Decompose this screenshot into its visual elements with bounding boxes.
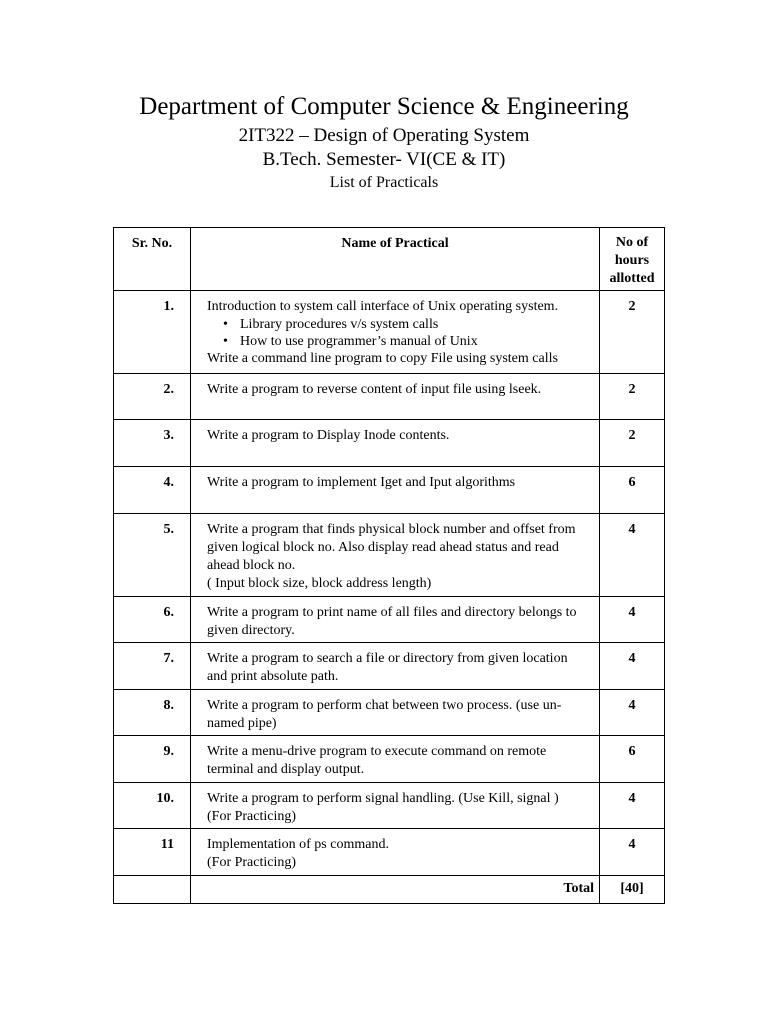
row-practical-name: Write a program to implement Iget and Iput algorithms — [191, 467, 600, 514]
header-hours-allotted — [600, 228, 665, 291]
row-sr: 3. — [114, 420, 191, 467]
table-row — [114, 420, 665, 467]
row-practical-name: Write a program to Display Inode contents. — [191, 420, 600, 467]
row-sr: 6. — [114, 597, 191, 643]
row-hours: 4 — [600, 643, 665, 690]
header-sr-no: Sr. No. — [114, 228, 191, 291]
row-outro: Write a command line program to copy File using system calls — [207, 351, 558, 366]
row-hours: 4 — [600, 829, 665, 876]
course-title: 2IT322 – Design of Operating System — [238, 125, 530, 146]
list-item: • How to use programmer’s manual of Unix — [240, 333, 589, 350]
row-sr: 4. — [114, 467, 191, 514]
row-practical-name: Write a program to reverse content of input file using lseek. — [191, 374, 600, 420]
row-hours: 4 — [600, 597, 665, 643]
row-intro: Introduction to system call interface of Unix operating system. — [207, 299, 559, 314]
semester-title: B.Tech. Semester- VI(CE & IT) — [262, 149, 506, 170]
row-description: Write a program to perform signal handling. (Use Kill, signal ) — [207, 791, 559, 806]
header-name-of-practical: Name of Practical — [191, 228, 600, 291]
row-sr: 9. — [114, 736, 191, 783]
row-hours: 6 — [600, 467, 665, 514]
table-row — [114, 783, 665, 829]
table-row — [114, 514, 665, 597]
row-practical-name: Write a program to perform chat between two process. (use un-named pipe) — [191, 690, 600, 736]
list-item: • Library procedures v/s system calls — [240, 316, 589, 333]
table-row — [114, 736, 665, 783]
row-note: ( Input block size, block address length) — [207, 576, 432, 591]
row-hours: 4 — [600, 783, 665, 829]
row-description: Implementation of ps command. — [207, 837, 389, 852]
header-hours-line3: allotted — [609, 271, 655, 286]
table-row — [114, 690, 665, 736]
practicals-table — [113, 227, 665, 904]
total-label: Total — [191, 876, 600, 904]
row-sr: 1. — [114, 291, 191, 374]
row-hours: 2 — [600, 291, 665, 374]
table-row — [114, 467, 665, 514]
header-hours-line1: No of — [615, 235, 649, 250]
row-hours: 2 — [600, 420, 665, 467]
document-header — [0, 92, 768, 193]
row-practical-name: Write a program to search a file or directory from given location and print absolute path. — [191, 643, 600, 690]
row-hours: 2 — [600, 374, 665, 420]
row-sr: 10. — [114, 783, 191, 829]
table-row — [114, 597, 665, 643]
total-value: [40] — [600, 876, 665, 904]
row-practical-name — [191, 783, 600, 829]
table-row — [114, 374, 665, 420]
row-description: Write a program that finds physical block number and offset from given logical block no. Also display read ahead status and read ahead block no. — [207, 522, 576, 573]
row-practical-name: Write a menu-drive program to execute command on remote terminal and display output. — [191, 736, 600, 783]
department-title: Department of Computer Science & Engineering — [139, 93, 629, 120]
total-empty-cell — [114, 876, 191, 904]
header-hours-line2: hours — [614, 253, 650, 268]
list-title: List of Practicals — [329, 174, 439, 191]
row-practical-name — [191, 291, 600, 374]
row-hours: 4 — [600, 690, 665, 736]
total-row — [114, 876, 665, 904]
row-sr: 11 — [114, 829, 191, 876]
row-sr: 8. — [114, 690, 191, 736]
table-row — [114, 643, 665, 690]
row-note: (For Practicing) — [207, 809, 297, 824]
row-practical-name — [191, 514, 600, 597]
row-practical-name: Write a program to print name of all files and directory belongs to given directory. — [191, 597, 600, 643]
bullet-list — [207, 316, 589, 350]
row-hours: 4 — [600, 514, 665, 597]
row-sr: 2. — [114, 374, 191, 420]
row-sr: 5. — [114, 514, 191, 597]
row-note: (For Practicing) — [207, 855, 297, 870]
row-hours: 6 — [600, 736, 665, 783]
row-practical-name — [191, 829, 600, 876]
table-row — [114, 829, 665, 876]
row-sr: 7. — [114, 643, 191, 690]
table-header-row — [114, 228, 665, 291]
table-row — [114, 291, 665, 374]
